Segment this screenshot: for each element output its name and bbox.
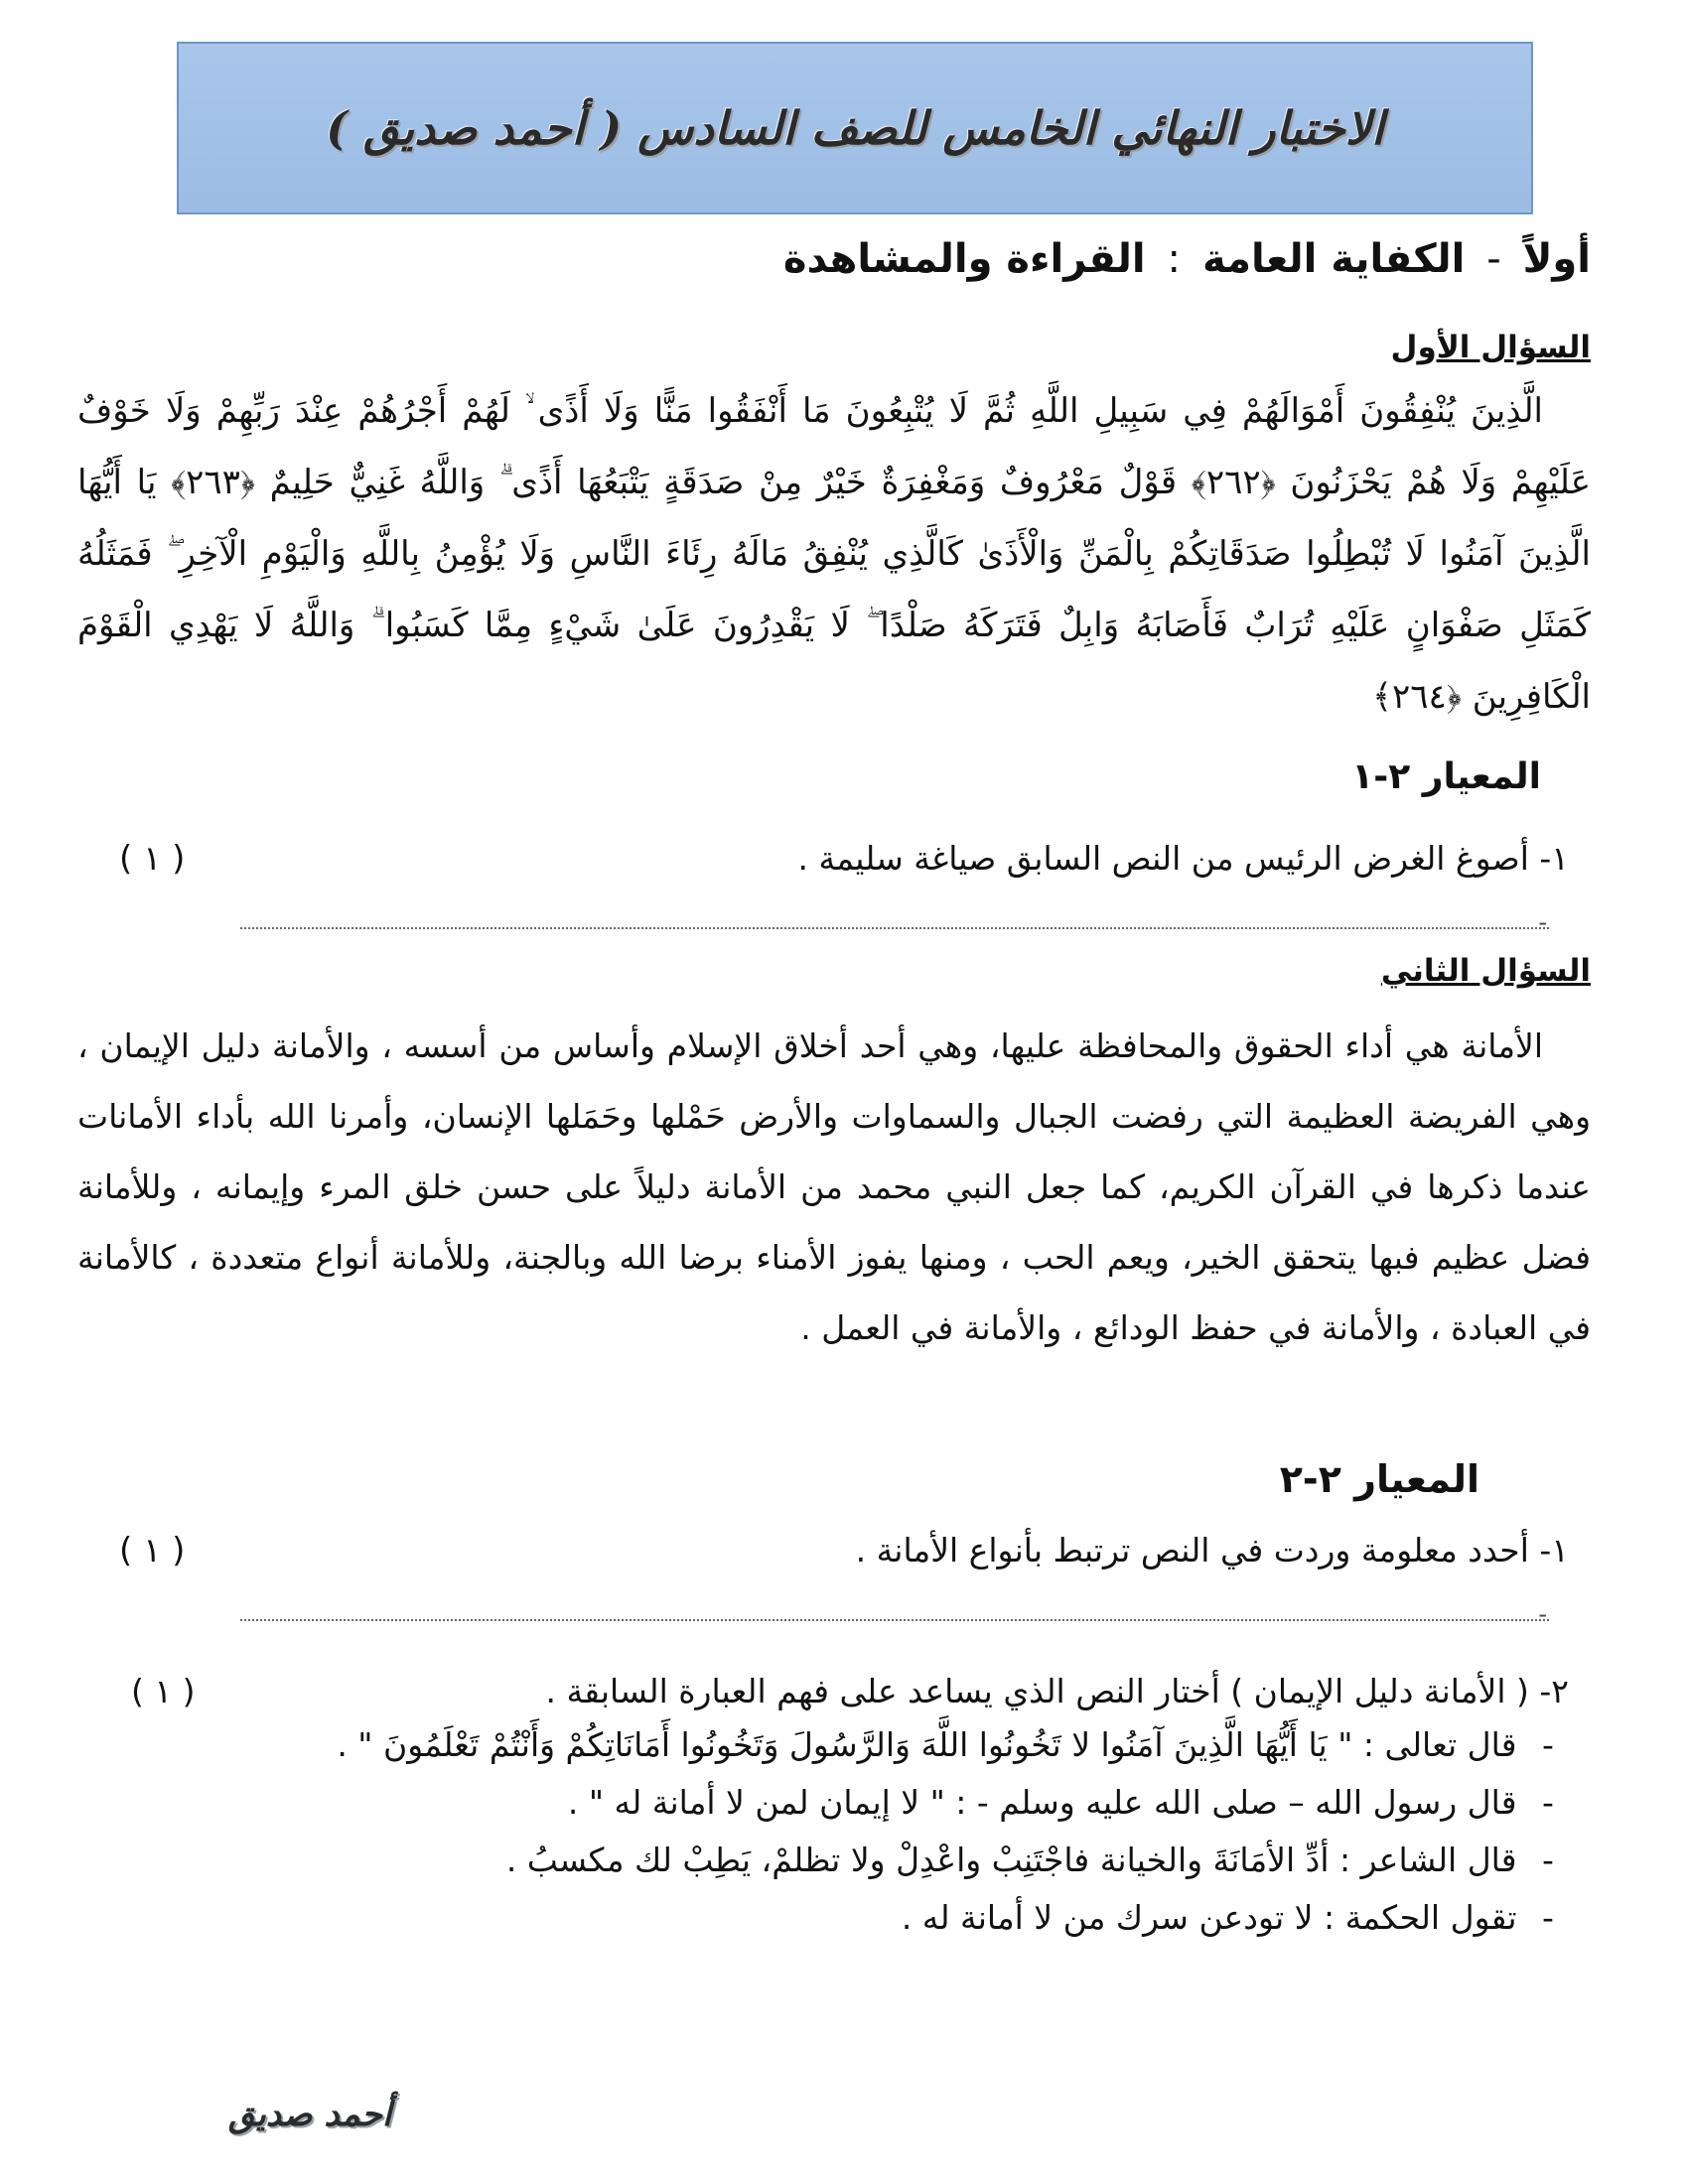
option-bullet: - [1542, 1783, 1554, 1822]
competency-label: الكفاية العامة [1201, 236, 1466, 282]
q1-title: السؤال الأول [1390, 330, 1591, 365]
q2-option-2[interactable] [568, 1783, 1569, 1822]
q2-line-dash: - [1538, 1600, 1547, 1628]
competency-heading [783, 236, 1591, 282]
q2-item1-mark: ( ١ ) [119, 1531, 186, 1570]
q1-line-dash: - [1538, 908, 1547, 936]
option-bullet: - [1542, 1725, 1554, 1764]
q2-option-1[interactable] [337, 1725, 1569, 1764]
option-text: قال الشاعر : أدِّ الأمَانَةَ والخيانة فاجْتَنِبْ واعْدِلْ ولا تظلمْ، يَطِبْ لك مكسبُ . [505, 1841, 1517, 1879]
competency-value: القراءة والمشاهدة [782, 236, 1146, 282]
q1-item1-text: ١- أصوغ الغرض الرئيس من النص السابق صياغة سليمة . [797, 839, 1569, 878]
q1-item1-mark: ( ١ ) [119, 839, 186, 879]
option-text: قال رسول الله – صلى الله عليه وسلم - : " لا إيمان لمن لا أمانة له " . [567, 1783, 1517, 1822]
q2-answer-line[interactable] [240, 1619, 1549, 1621]
author-signature: أحمد صديق [228, 2095, 392, 2134]
title-banner [177, 42, 1533, 214]
q1-answer-line[interactable] [240, 927, 1549, 929]
competency-colon: : [1167, 236, 1182, 282]
option-text: قال تعالى : " يَا أَيُّهَا الَّذِينَ آمَنُوا لا تَخُونُوا اللَّهَ وَالرَّسُولَ وَتَخُونُوا أَمَانَاتِكُمْ وَأَنْتُمْ تَعْلَمُونَ " . [337, 1725, 1517, 1764]
q2-standard: المعيار ٢-٢ [1279, 1457, 1479, 1501]
q2-item2 [131, 1672, 1569, 1717]
section-dash: - [1486, 236, 1501, 282]
option-bullet: - [1542, 1898, 1554, 1937]
q2-item1 [119, 1531, 1569, 1580]
q2-item1-text: ١- أحدد معلومة وردت في النص ترتبط بأنواع الأمانة . [855, 1531, 1569, 1570]
q1-item1 [119, 839, 1569, 888]
q2-item2-text: ٢- ( الأمانة دليل الإيمان ) أختار النص الذي يساعد على فهم العبارة السابقة . [545, 1672, 1569, 1710]
q2-option-3[interactable] [506, 1841, 1569, 1879]
option-bullet: - [1542, 1841, 1554, 1879]
q1-standard: المعيار ٢-١ [1351, 756, 1541, 797]
q2-item2-mark: ( ١ ) [131, 1672, 196, 1710]
q2-option-4[interactable] [902, 1898, 1569, 1937]
section-number: أولاً [1522, 236, 1591, 282]
q1-passage: الَّذِينَ يُنْفِقُونَ أَمْوَالَهُمْ فِي سَبِيلِ اللَّهِ ثُمَّ لَا يُتْبِعُونَ مَا أَنْفَقُوا مَنًّا وَلَا أَذًى ۙ لَهُمْ أَجْرُهُمْ عِنْدَ رَبِّهِمْ وَلَا خَوْفٌ عَلَيْهِمْ وَلَا هُمْ يَحْزَنُونَ ﴿٢٦٢﴾ قَوْلٌ مَعْرُوفٌ وَمَغْفِرَةٌ خَيْرٌ مِنْ صَدَقَةٍ يَتْبَعُهَا أَذًى ۗ وَاللَّهُ غَنِيٌّ حَلِيمٌ ﴿٢٦٣﴾ يَا أَيُّهَا الَّذِينَ آمَنُوا لَا تُبْطِلُوا صَدَقَاتِكُمْ بِالْمَنِّ وَالْأَذَىٰ كَالَّذِي يُنْفِقُ مَالَهُ رِئَاءَ النَّاسِ وَلَا يُؤْمِنُ بِاللَّهِ وَالْيَوْمِ الْآخِرِ ۖ فَمَثَلُهُ كَمَثَلِ صَفْوَانٍ عَلَيْهِ تُرَابٌ فَأَصَابَهُ وَابِلٌ فَتَرَكَهُ صَلْدًا ۖ لَا يَقْدِرُونَ عَلَىٰ شَيْءٍ مِمَّا كَسَبُوا ۗ وَاللَّهُ لَا يَهْدِي الْقَوْمَ الْكَافِرِينَ ﴿٢٦٤﴾ [77, 391, 1591, 717]
q2-title: السؤال الثاني [1380, 953, 1591, 989]
q2-passage: الأمانة هي أداء الحقوق والمحافظة عليها، وهي أحد أخلاق الإسلام وأساس من أسسه ، والأمانة دليل الإيمان ، وهي الفريضة العظيمة التي رفضت الجبال والسماوات والأرض حَمْلها وحَمَلها الإنسان، وأمرنا الله بأداء الأمانات عندما ذكرها في القرآن الكريم، كما جعل النبي محمد من الأمانة دليلاً على حسن خلق المرء وإيمانه ، وللأمانة فضل عظيم فبها يتحقق الخير، ويعم الحب ، ومنها يفوز الأمناء برضا الله وبالجنة، وللأمانة أنواع متعددة ، كالأمانة في العبادة ، والأمانة في حفظ الودائع ، والأمانة في العمل . [77, 1026, 1591, 1347]
page-title: الاختبار النهائي الخامس للصف السادس ( أحمد صديق ) [326, 101, 1384, 155]
option-text: تقول الحكمة : لا تودعن سرك من لا أمانة له . [901, 1898, 1517, 1937]
